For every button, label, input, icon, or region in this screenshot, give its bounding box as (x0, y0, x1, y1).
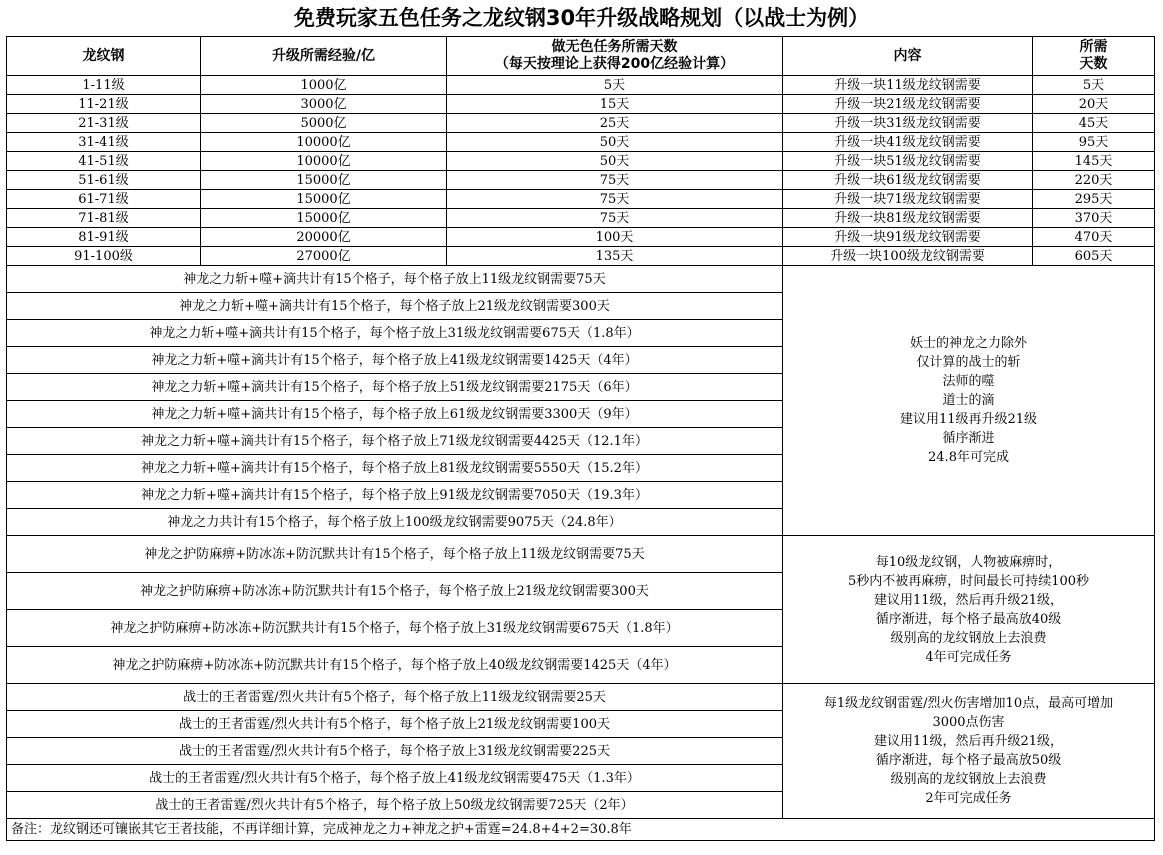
level-range-cell: 71-81级 (7, 209, 201, 228)
total-days-cell: 470天 (1033, 228, 1155, 247)
content-cell: 升级一块31级龙纹钢需要 (783, 114, 1033, 133)
section-row (7, 684, 1155, 711)
plan-table (6, 36, 1155, 841)
section-note-line: 2年可完成任务 (925, 791, 1012, 806)
footer-row (7, 819, 1155, 841)
section-note-line: 5秒内不被再麻痹，时间最长可持续100秒 (847, 573, 1090, 589)
exp-cell: 15000亿 (201, 171, 447, 190)
footer-note: 备注：龙纹钢还可镶嵌其它王者技能，不再详细计算，完成神龙之力+神龙之护+雷霆=24.8+4+2=30.8年 (7, 819, 1155, 841)
total-days-cell: 20天 (1033, 95, 1155, 114)
total-days-cell: 605天 (1033, 247, 1155, 266)
header-days (447, 37, 783, 76)
content-cell: 升级一块100级龙纹钢需要 (783, 247, 1033, 266)
days-cell: 75天 (447, 171, 783, 190)
level-row (7, 228, 1155, 247)
exp-cell: 3000亿 (201, 95, 447, 114)
header-total-days (1033, 37, 1155, 76)
header-total-line1: 所需 (1079, 39, 1108, 55)
exp-cell: 15000亿 (201, 190, 447, 209)
total-days-cell: 220天 (1033, 171, 1155, 190)
content-cell: 升级一块81级龙纹钢需要 (783, 209, 1033, 228)
section-note-line: 4年可完成任务 (925, 649, 1012, 665)
section-note-line: 循序渐进，每个格子最高放50级 (875, 753, 1062, 768)
content-cell: 升级一块61级龙纹钢需要 (783, 171, 1033, 190)
header-row (7, 37, 1155, 76)
section-note-line: 级别高的龙纹钢放上去浪费 (890, 630, 1047, 646)
header-content: 内容 (783, 37, 1033, 76)
section-line: 战士的王者雷霆/烈火共计有5个格子，每个格子放上50级龙纹钢需要725天（2年） (7, 792, 783, 819)
level-range-cell: 81-91级 (7, 228, 201, 247)
section-note-line: 道士的滴 (942, 393, 995, 408)
level-row (7, 114, 1155, 133)
section-note-line: 循序渐进 (942, 431, 995, 446)
level-row (7, 171, 1155, 190)
section-line: 神龙之力斩+噬+滴共计有15个格子，每个格子放上81级龙纹钢需要5550天（15.2年） (7, 455, 783, 482)
exp-cell: 20000亿 (201, 228, 447, 247)
exp-cell: 27000亿 (201, 247, 447, 266)
content-cell: 升级一块21级龙纹钢需要 (783, 95, 1033, 114)
section-note-line: 仅计算的战士的斩 (916, 355, 1021, 370)
section-row (7, 536, 1155, 573)
level-row (7, 76, 1155, 95)
level-range-cell: 91-100级 (7, 247, 201, 266)
days-cell: 50天 (447, 152, 783, 171)
section-line: 战士的王者雷霆/烈火共计有5个格子，每个格子放上21级龙纹钢需要100天 (7, 711, 783, 738)
total-days-cell: 370天 (1033, 209, 1155, 228)
content-cell: 升级一块91级龙纹钢需要 (783, 228, 1033, 247)
section-note (783, 536, 1155, 684)
page-title: 免费玩家五色任务之龙纹钢30年升级战略规划（以战士为例） (293, 6, 870, 30)
section-line: 神龙之力斩+噬+滴共计有15个格子，每个格子放上21级龙纹钢需要300天 (7, 293, 783, 320)
header-days-line1: 做无色任务所需天数 (551, 39, 678, 55)
level-range-cell: 11-21级 (7, 95, 201, 114)
content-cell: 升级一块71级龙纹钢需要 (783, 190, 1033, 209)
header-exp: 升级所需经验/亿 (201, 37, 447, 76)
section-row (7, 266, 1155, 293)
section-line: 神龙之护防麻痹+防冰冻+防沉默共计有15个格子，每个格子放上11级龙纹钢需要75天 (7, 536, 783, 573)
level-row (7, 209, 1155, 228)
section-line: 神龙之力斩+噬+滴共计有15个格子，每个格子放上51级龙纹钢需要2175天（6年） (7, 374, 783, 401)
days-cell: 135天 (447, 247, 783, 266)
level-row (7, 133, 1155, 152)
level-range-cell: 61-71级 (7, 190, 201, 209)
section-line: 神龙之力斩+噬+滴共计有15个格子，每个格子放上11级龙纹钢需要75天 (7, 266, 783, 293)
section-note (783, 684, 1155, 819)
days-cell: 5天 (447, 76, 783, 95)
section-line: 神龙之护防麻痹+防冰冻+防沉默共计有15个格子，每个格子放上40级龙纹钢需要1425天（4年） (7, 647, 783, 684)
content-cell: 升级一块51级龙纹钢需要 (783, 152, 1033, 171)
section-line: 战士的王者雷霆/烈火共计有5个格子，每个格子放上41级龙纹钢需要475天（1.3年） (7, 765, 783, 792)
section-shenlong-guard (7, 536, 1155, 684)
section-note-line: 建议用11级，然后再升级21级， (873, 734, 1064, 749)
level-row (7, 190, 1155, 209)
section-note-line: 建议用11级，然后再升级21级， (873, 592, 1064, 608)
section-line: 神龙之力斩+噬+滴共计有15个格子，每个格子放上31级龙纹钢需要675天（1.8年） (7, 320, 783, 347)
days-cell: 75天 (447, 209, 783, 228)
section-line: 神龙之力斩+噬+滴共计有15个格子，每个格子放上61级龙纹钢需要3300天（9年） (7, 401, 783, 428)
days-cell: 15天 (447, 95, 783, 114)
days-cell: 100天 (447, 228, 783, 247)
exp-cell: 10000亿 (201, 152, 447, 171)
header-days-line2: （每天按理论上获得200亿经验计算） (494, 56, 735, 72)
section-note-line: 循序渐进，每个格子最高放40级 (875, 611, 1062, 627)
total-days-cell: 45天 (1033, 114, 1155, 133)
days-cell: 50天 (447, 133, 783, 152)
section-note-line: 每10级龙纹钢，人物被麻痹时， (875, 554, 1062, 570)
section-note (783, 266, 1155, 536)
level-range-cell: 31-41级 (7, 133, 201, 152)
total-days-cell: 295天 (1033, 190, 1155, 209)
section-note-line: 每1级龙纹钢雷霆/烈火伤害增加10点，最高可增加 (823, 696, 1114, 711)
total-days-cell: 145天 (1033, 152, 1155, 171)
exp-cell: 10000亿 (201, 133, 447, 152)
section-note-line: 3000点伤害 (932, 715, 1005, 730)
section-line: 神龙之护防麻痹+防冰冻+防沉默共计有15个格子，每个格子放上31级龙纹钢需要675天（1.8年） (7, 610, 783, 647)
section-note-line: 级别高的龙纹钢放上去浪费 (890, 772, 1047, 787)
section-line: 神龙之护防麻痹+防冰冻+防沉默共计有15个格子，每个格子放上21级龙纹钢需要300天 (7, 573, 783, 610)
section-note-line: 建议用11级再升级21级 (899, 412, 1038, 427)
level-row (7, 247, 1155, 266)
section-line: 神龙之力斩+噬+滴共计有15个格子，每个格子放上71级龙纹钢需要4425天（12.1年） (7, 428, 783, 455)
section-shenlong-power (7, 266, 1155, 536)
level-row (7, 152, 1155, 171)
level-rows (7, 76, 1155, 266)
section-note-line: 妖士的神龙之力除外 (909, 336, 1027, 351)
section-line: 神龙之力斩+噬+滴共计有15个格子，每个格子放上91级龙纹钢需要7050天（19.3年） (7, 482, 783, 509)
section-line: 战士的王者雷霆/烈火共计有5个格子，每个格子放上11级龙纹钢需要25天 (7, 684, 783, 711)
section-note-line: 24.8年可完成 (928, 450, 1009, 465)
level-range-cell: 51-61级 (7, 171, 201, 190)
header-total-line2: 天数 (1079, 56, 1108, 72)
section-note-line: 法师的噬 (942, 374, 995, 389)
days-cell: 25天 (447, 114, 783, 133)
exp-cell: 5000亿 (201, 114, 447, 133)
content-cell: 升级一块11级龙纹钢需要 (783, 76, 1033, 95)
level-range-cell: 21-31级 (7, 114, 201, 133)
exp-cell: 1000亿 (201, 76, 447, 95)
exp-cell: 15000亿 (201, 209, 447, 228)
content-cell: 升级一块41级龙纹钢需要 (783, 133, 1033, 152)
total-days-cell: 5天 (1033, 76, 1155, 95)
section-line: 神龙之力共计有15个格子，每个格子放上100级龙纹钢需要9075天（24.8年） (7, 509, 783, 536)
total-days-cell: 95天 (1033, 133, 1155, 152)
section-line: 神龙之力斩+噬+滴共计有15个格子，每个格子放上41级龙纹钢需要1425天（4年） (7, 347, 783, 374)
days-cell: 75天 (447, 190, 783, 209)
level-range-cell: 41-51级 (7, 152, 201, 171)
level-range-cell: 1-11级 (7, 76, 201, 95)
header-level: 龙纹钢 (7, 37, 201, 76)
level-row (7, 95, 1155, 114)
section-line: 战士的王者雷霆/烈火共计有5个格子，每个格子放上31级龙纹钢需要225天 (7, 738, 783, 765)
section-king-thunder (7, 684, 1155, 819)
